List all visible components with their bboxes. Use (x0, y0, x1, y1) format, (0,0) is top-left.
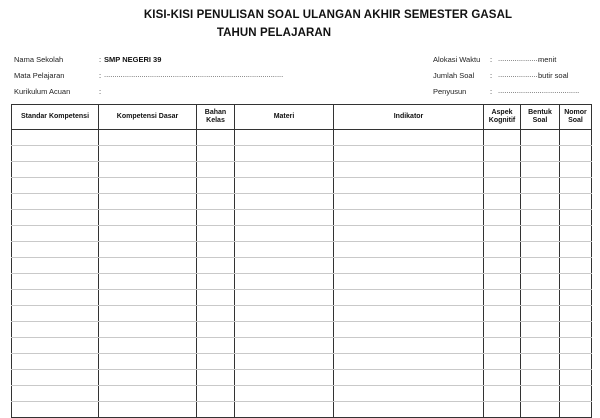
table-cell[interactable] (521, 306, 560, 322)
table-row (12, 306, 592, 322)
table-cell[interactable] (334, 322, 484, 338)
table-cell[interactable] (99, 402, 197, 418)
table-cell[interactable] (197, 194, 235, 210)
table-cell[interactable] (99, 306, 197, 322)
table-cell[interactable] (197, 162, 235, 178)
table-cell[interactable] (197, 226, 235, 242)
table-row (12, 178, 592, 194)
unit-alokasi-waktu: menit (538, 55, 557, 64)
table-cell[interactable] (12, 290, 99, 306)
table-cell[interactable] (334, 162, 484, 178)
table-cell[interactable] (521, 242, 560, 258)
colon-jumlah-soal: : (490, 71, 493, 80)
table-cell[interactable] (197, 258, 235, 274)
table-cell[interactable] (334, 370, 484, 386)
table-cell[interactable] (235, 146, 334, 162)
table-cell[interactable] (235, 306, 334, 322)
table-cell[interactable] (484, 178, 521, 194)
table-cell[interactable] (99, 162, 197, 178)
label-nama-sekolah: Nama Sekolah (14, 55, 64, 64)
colon-penyusun: : (490, 87, 493, 96)
table-cell[interactable] (197, 210, 235, 226)
table-row (12, 354, 592, 370)
table-cell[interactable] (99, 386, 197, 402)
table-cell[interactable] (12, 242, 99, 258)
table-cell[interactable] (334, 290, 484, 306)
colon-mata-pelajaran: : (99, 71, 102, 80)
table-cell[interactable] (197, 274, 235, 290)
table-cell[interactable] (334, 194, 484, 210)
table-cell[interactable] (99, 178, 197, 194)
column-header-aspek-kognitif: Aspek Kognitif (484, 105, 521, 130)
table-cell[interactable] (560, 242, 592, 258)
table-cell[interactable] (235, 258, 334, 274)
table-cell[interactable] (560, 274, 592, 290)
table-cell[interactable] (334, 386, 484, 402)
table-cell[interactable] (484, 162, 521, 178)
table-cell[interactable] (334, 226, 484, 242)
table-cell[interactable] (99, 290, 197, 306)
table-cell[interactable] (521, 370, 560, 386)
table-row (12, 258, 592, 274)
table-cell[interactable] (197, 322, 235, 338)
table-cell[interactable] (99, 146, 197, 162)
column-header-indikator: Indikator (334, 105, 484, 130)
table-cell[interactable] (99, 258, 197, 274)
table-cell[interactable] (197, 290, 235, 306)
table-cell[interactable] (484, 306, 521, 322)
table-cell[interactable] (235, 386, 334, 402)
table-cell[interactable] (235, 162, 334, 178)
table-cell[interactable] (12, 370, 99, 386)
table-cell[interactable] (521, 402, 560, 418)
table-row (12, 242, 592, 258)
table-cell[interactable] (334, 306, 484, 322)
colon-nama-sekolah: : (99, 55, 102, 64)
table-cell[interactable] (334, 354, 484, 370)
table-cell[interactable] (197, 178, 235, 194)
table-cell[interactable] (560, 162, 592, 178)
table-row (12, 322, 592, 338)
table-cell[interactable] (197, 370, 235, 386)
table-cell[interactable] (99, 194, 197, 210)
table-cell[interactable] (334, 242, 484, 258)
column-header-kompetensi-dasar: Kompetensi Dasar (99, 105, 197, 130)
table-cell[interactable] (484, 354, 521, 370)
table-cell[interactable] (235, 402, 334, 418)
dots-alokasi-waktu[interactable]: ..................... (498, 54, 542, 63)
label-penyusun: Penyusun (433, 87, 467, 96)
table-cell[interactable] (521, 130, 560, 146)
colon-kurikulum-acuan: : (99, 87, 102, 96)
table-cell[interactable] (521, 354, 560, 370)
table-cell[interactable] (235, 178, 334, 194)
table-cell[interactable] (334, 338, 484, 354)
table-cell[interactable] (99, 274, 197, 290)
table-cell[interactable] (12, 322, 99, 338)
label-alokasi-waktu: Alokasi Waktu (433, 55, 481, 64)
table-cell[interactable] (484, 370, 521, 386)
table-row (12, 274, 592, 290)
colon-alokasi-waktu: : (490, 55, 493, 64)
label-kurikulum-acuan: Kurikulum Acuan (14, 87, 71, 96)
table-cell[interactable] (560, 402, 592, 418)
table-row (12, 194, 592, 210)
column-header-bahan-kelas: Bahan Kelas (197, 105, 235, 130)
table-cell[interactable] (521, 210, 560, 226)
table-cell[interactable] (12, 226, 99, 242)
table-cell[interactable] (521, 322, 560, 338)
table-cell[interactable] (560, 370, 592, 386)
table-cell[interactable] (484, 290, 521, 306)
table-cell[interactable] (560, 306, 592, 322)
table-cell[interactable] (560, 258, 592, 274)
table-cell[interactable] (484, 386, 521, 402)
table-cell[interactable] (197, 402, 235, 418)
label-jumlah-soal: Jumlah Soal (433, 71, 475, 80)
table-cell[interactable] (560, 338, 592, 354)
table-cell[interactable] (235, 242, 334, 258)
table-cell[interactable] (99, 370, 197, 386)
table-cell[interactable] (99, 354, 197, 370)
table-cell[interactable] (521, 386, 560, 402)
kisi-kisi-table (11, 104, 592, 418)
table-cell[interactable] (197, 338, 235, 354)
table-cell[interactable] (521, 162, 560, 178)
table-cell[interactable] (521, 146, 560, 162)
table-row (12, 210, 592, 226)
table-cell[interactable] (235, 130, 334, 146)
table-cell[interactable] (521, 274, 560, 290)
table-cell[interactable] (484, 258, 521, 274)
table-cell[interactable] (560, 322, 592, 338)
table-cell[interactable] (235, 210, 334, 226)
table-cell[interactable] (99, 322, 197, 338)
table-cell[interactable] (484, 146, 521, 162)
label-mata-pelajaran: Mata Pelajaran (14, 71, 65, 80)
table-cell[interactable] (197, 130, 235, 146)
table-cell[interactable] (197, 386, 235, 402)
table-row (12, 402, 592, 418)
table-cell[interactable] (560, 226, 592, 242)
table-cell[interactable] (12, 194, 99, 210)
table-cell[interactable] (560, 178, 592, 194)
table-cell[interactable] (484, 402, 521, 418)
table-cell[interactable] (12, 178, 99, 194)
table-row (12, 370, 592, 386)
table-row (12, 162, 592, 178)
table-cell[interactable] (235, 194, 334, 210)
table-cell[interactable] (99, 338, 197, 354)
table-cell[interactable] (484, 274, 521, 290)
table-cell[interactable] (560, 210, 592, 226)
document-subtitle: TAHUN PELAJARAN (216, 27, 332, 39)
table-cell[interactable] (197, 146, 235, 162)
table-cell[interactable] (521, 258, 560, 274)
table-cell[interactable] (235, 274, 334, 290)
table-cell[interactable] (197, 354, 235, 370)
table-cell[interactable] (484, 210, 521, 226)
table-cell[interactable] (12, 338, 99, 354)
column-header-bentuk-soal: Bentuk Soal (521, 105, 560, 130)
column-header-standar-kompetensi: Standar Kompetensi (12, 105, 99, 130)
table-cell[interactable] (560, 194, 592, 210)
table-cell[interactable] (521, 178, 560, 194)
table-cell[interactable] (334, 146, 484, 162)
table-cell[interactable] (12, 402, 99, 418)
value-nama-sekolah[interactable]: SMP NEGERI 39 (104, 55, 162, 64)
table-header-row (12, 105, 592, 130)
table-cell[interactable] (334, 130, 484, 146)
table-cell[interactable] (484, 338, 521, 354)
table-cell[interactable] (560, 354, 592, 370)
table-cell[interactable] (484, 130, 521, 146)
table-cell[interactable] (12, 274, 99, 290)
table-cell[interactable] (521, 338, 560, 354)
table-cell[interactable] (235, 354, 334, 370)
table-cell[interactable] (560, 130, 592, 146)
unit-jumlah-soal: butir soal (538, 71, 569, 80)
table-cell[interactable] (521, 194, 560, 210)
table-cell[interactable] (560, 146, 592, 162)
column-header-nomor-soal: Nomor Soal (560, 105, 592, 130)
table-cell[interactable] (12, 354, 99, 370)
table-body (12, 130, 592, 418)
table-cell[interactable] (484, 242, 521, 258)
table-row (12, 338, 592, 354)
table-cell[interactable] (560, 386, 592, 402)
table-row (12, 290, 592, 306)
table-cell[interactable] (99, 210, 197, 226)
table-cell[interactable] (12, 162, 99, 178)
table-cell[interactable] (12, 306, 99, 322)
table-row (12, 146, 592, 162)
value-mata-pelajaran[interactable]: ...................................................................................... (104, 70, 284, 79)
table-cell[interactable] (334, 402, 484, 418)
table-cell[interactable] (197, 242, 235, 258)
table-cell[interactable] (12, 130, 99, 146)
table-cell[interactable] (235, 290, 334, 306)
table-cell[interactable] (12, 386, 99, 402)
table-cell[interactable] (12, 258, 99, 274)
table-cell[interactable] (235, 370, 334, 386)
table-cell[interactable] (235, 322, 334, 338)
table-cell[interactable] (99, 226, 197, 242)
table-cell[interactable] (197, 306, 235, 322)
table-cell[interactable] (484, 226, 521, 242)
table-row (12, 386, 592, 402)
dots-jumlah-soal[interactable]: ................... (498, 70, 538, 79)
table-cell[interactable] (334, 178, 484, 194)
table-cell[interactable] (521, 290, 560, 306)
table-cell[interactable] (334, 258, 484, 274)
column-header-materi: Materi (235, 105, 334, 130)
table-cell[interactable] (484, 194, 521, 210)
table-cell[interactable] (12, 210, 99, 226)
dots-penyusun[interactable]: ....................................... (498, 86, 580, 95)
document-title: KISI-KISI PENULISAN SOAL ULANGAN AKHIR SEMESTER GASAL (143, 9, 513, 21)
table-cell[interactable] (235, 338, 334, 354)
table-cell[interactable] (560, 290, 592, 306)
table-cell[interactable] (484, 322, 521, 338)
table-cell[interactable] (99, 130, 197, 146)
table-cell[interactable] (334, 210, 484, 226)
table-cell[interactable] (334, 274, 484, 290)
table-cell[interactable] (235, 226, 334, 242)
table-cell[interactable] (12, 146, 99, 162)
table-row (12, 130, 592, 146)
table-row (12, 226, 592, 242)
table-cell[interactable] (521, 226, 560, 242)
table-cell[interactable] (99, 242, 197, 258)
